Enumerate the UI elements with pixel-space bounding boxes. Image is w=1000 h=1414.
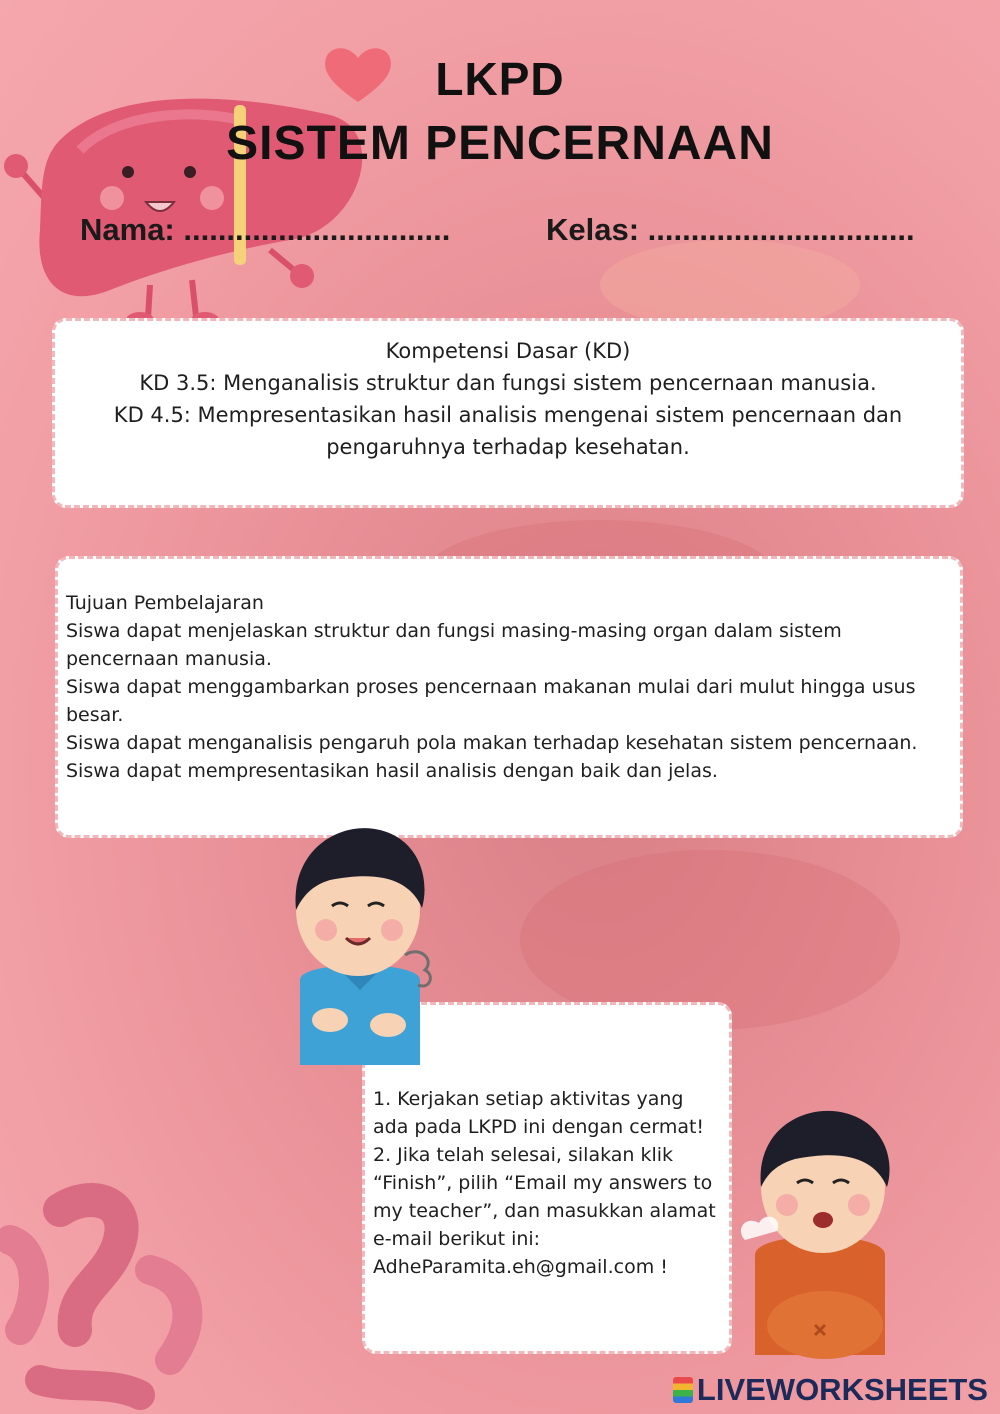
objective-item: Siswa dapat menganalisis pengaruh pola makan terhadap kesehatan sistem pencernaan. — [66, 732, 918, 754]
competency-card — [52, 318, 964, 508]
boy-full-stomach-illustration — [735, 1105, 905, 1360]
bg-splatter — [600, 240, 860, 330]
instruction-item: 1. Kerjakan setiap aktivitas yang ada pada LKPD ini dengan cermat! — [373, 1088, 705, 1138]
competency-item: KD 3.5: Menganalisis struktur dan fungsi sistem pencernaan manusia. — [139, 371, 877, 395]
competency-heading: Kompetensi Dasar (KD) — [385, 339, 631, 363]
boy-licking-lips-illustration — [270, 820, 460, 1070]
page-title-line1: LKPD — [435, 53, 565, 105]
objective-item: Siswa dapat menjelaskan struktur dan fungsi masing-masing organ dalam sistem pencernaan manusia. — [66, 620, 842, 670]
name-field-label: Nama: ............................... — [80, 212, 451, 247]
intestine-decoration — [0, 1180, 230, 1414]
objective-item: Siswa dapat menggambarkan proses pencernaan makanan mulai dari mulut hingga usus besar. — [66, 676, 916, 726]
learning-objectives-card — [55, 556, 963, 838]
objectives-heading: Tujuan Pembelajaran — [66, 592, 264, 614]
class-field-label: Kelas: ............................... — [546, 212, 915, 247]
page-title-line2: SISTEM PENCERNAAN — [226, 117, 774, 170]
objective-item: Siswa dapat mempresentasikan hasil analisis dengan baik dan jelas. — [66, 760, 718, 782]
instruction-item: 2. Jika telah selesai, silakan klik “Finish”, pilih “Email my answers to my teacher”, dan masukkan alamat e-mail berikut ini: AdheParamita.eh@gmail.com ! — [373, 1144, 716, 1278]
liveworksheets-logo — [673, 1372, 988, 1408]
competency-item: KD 4.5: Mempresentasikan hasil analisis mengenai sistem pencernaan dan pengaruhnya terhadap kesehatan. — [113, 403, 903, 459]
liveworksheets-logo-icon — [673, 1377, 693, 1403]
liveworksheets-brand-text: LIVEWORKSHEETS — [696, 1372, 988, 1407]
